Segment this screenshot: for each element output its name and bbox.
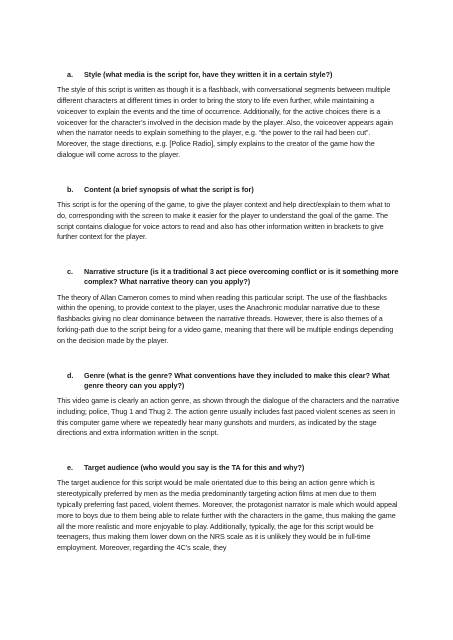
- section-target-audience: [57, 463, 402, 554]
- section-genre: [57, 371, 402, 440]
- section-body: The target audience for this script would be male orientated due to this being an action genre which is stereotypically preferred by men as the media predominantly targeting action films at men due to them typically preferring fast paced, violent themes. Moreover, the protagonist narrator is male which would appeal more to boys due to them being able to relate further with the characters in the game, thus making the game all the more realistic and more enjoyable to play. Additionally, typically, the age for this script would be teenagers, thus making them lower down on the NRS scale as it is unlikely they would be in full-time employment. Moreover, regarding the 4C’s scale, they: [57, 478, 398, 553]
- section-body: This video game is clearly an action genre, as shown through the dialogue of the characters and the narrative including; police, Thug 1 and Thug 2. The action genre usually includes fast paced violent scenes as seen in this computer game where we repeatedly hear many gunshots and murders, as indicated by the stage directions and extra information written in the script.: [57, 395, 400, 438]
- section-heading-text: Style (what media is the script for, have they written it in a certain style?): [84, 70, 333, 79]
- section-style: [57, 70, 402, 161]
- section-heading-text: Content (a brief synopsis of what the script is for): [84, 184, 254, 194]
- section-spacer: [57, 347, 402, 371]
- section-content: [57, 185, 402, 243]
- document-content: [57, 70, 402, 554]
- section-letter: c.: [67, 267, 73, 277]
- section-spacer: [57, 243, 402, 267]
- section-heading: [57, 371, 402, 391]
- section-heading: [57, 70, 402, 80]
- section-letter: e.: [67, 463, 73, 473]
- section-body: This script is for the opening of the game, to give the player context and help direct/explain to them what to do, corresponding with the screen to make it easier for the player to understand the goal of the game. The script contains dialogue for voice actors to read and also has other information written in brackets to give further context for the player.: [57, 199, 391, 242]
- section-narrative-structure: [57, 267, 402, 346]
- section-heading: [57, 267, 402, 287]
- section-heading-text: Genre (what is the genre? What conventions have they included to make this clear? What genre theory can you apply?): [84, 370, 390, 390]
- section-letter: a.: [67, 70, 73, 79]
- section-heading: [57, 463, 402, 473]
- section-heading-text: Narrative structure (is it a traditional 3 act piece overcoming conflict or is it something more complex? What narrative theory can you apply?): [84, 267, 399, 287]
- section-spacer: [57, 439, 402, 463]
- section-body: The theory of Allan Cameron comes to mind when reading this particular script. The use of the flashbacks within the opening, to provide context to the player, uses the Anachronic modular narrative due to these flashbacks giving no clear dominance between the narrative threads. However, there is also themes of a forking-path due to the script being for a video game, meaning that there will be multiple endings depending on the decision made by the player.: [57, 292, 394, 345]
- section-letter: d.: [67, 370, 74, 380]
- section-body: The style of this script is written as though it is a flashback, with conversational segments between multiple different characters at different times in order to bring the story to life even further, while maintaining a voiceover to explain the events and the time of occurrence. Additionally, for the active choices there is a voiceover for the character’s involved in the decision made by the player. Also, the voiceover appears again when the narrator needs to explain something to the player, e.g. “the power to the rail had been cut”. Moreover, the stage directions, e.g. [Police Radio], simply explains to the creator of the game how the dialogue will come across to the player.: [57, 85, 393, 159]
- section-heading-text: Target audience (who would you say is the TA for this and why?): [84, 463, 305, 473]
- section-heading: [57, 185, 402, 195]
- section-spacer: [57, 161, 402, 185]
- section-letter: b.: [67, 184, 74, 194]
